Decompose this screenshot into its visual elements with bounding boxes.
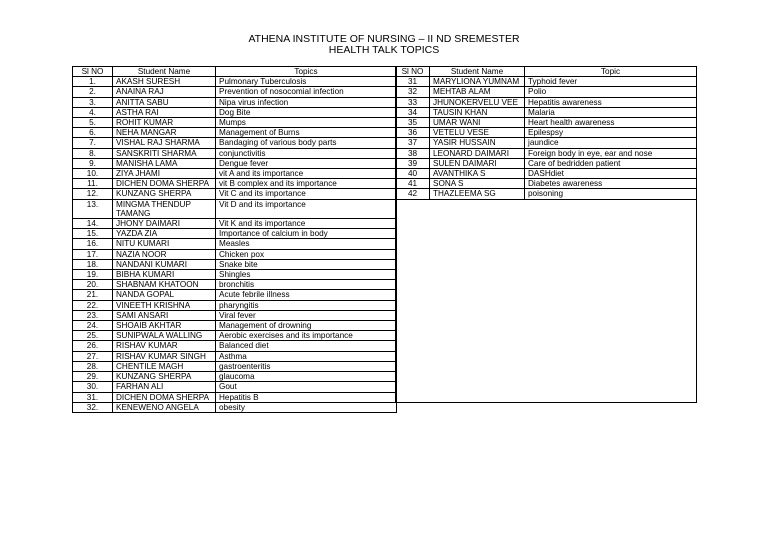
cell-topic: Epilespsy [525,128,697,138]
cell-student-name: VINEETH KRISHNA [113,300,216,310]
cell-sl-no: 3. [73,97,113,107]
table-row [73,158,397,168]
cell-sl-no: 2. [73,87,113,97]
cell-topic: gastroenteritis [216,361,397,371]
table-row [73,148,397,158]
cell-student-name: SHABNAM KHATOON [113,280,216,290]
table-row [73,219,397,229]
cell-student-name: ZIYA JHAMI [113,169,216,179]
table-row [396,158,697,168]
cell-student-name: DICHEN DOMA SHERPA [113,392,216,402]
cell-student-name: TAUSIN KHAN [430,107,525,117]
cell-sl-no: 30. [73,382,113,392]
cell-sl-no: 33 [396,97,430,107]
document-subtitle: HEALTH TALK TOPICS [328,44,440,56]
table-row [73,290,397,300]
cell-student-name: SANSKRITI SHARMA [113,148,216,158]
cell-topic: Acute febrile illness [216,290,397,300]
cell-topic: Asthma [216,351,397,361]
cell-topic: Foreign body in eye, ear and nose [525,148,697,158]
cell-topic: Gout [216,382,397,392]
table-row [73,402,397,412]
cell-student-name: SAMI ANSARI [113,310,216,320]
header-sl-no: Sl NO [73,67,113,77]
table-row [396,148,697,158]
cell-sl-no: 28. [73,361,113,371]
header-student-name: Student Name [113,67,216,77]
header-topics: Topics [216,67,397,77]
cell-topic: Dengue fever [216,158,397,168]
cell-student-name: SULEN DAIMARI [430,158,525,168]
cell-student-name: ROHIT KUMAR [113,118,216,128]
cell-student-name: THAZLEEMA SG [430,189,525,199]
table-row [73,372,397,382]
cell-topic: Measles [216,239,397,249]
cell-topic: Hepatitis B [216,392,397,402]
cell-student-name: SHOAIB AKHTAR [113,321,216,331]
cell-topic: Importance of calcium in body [216,229,397,239]
cell-sl-no: 36 [396,128,430,138]
cell-sl-no: 21. [73,290,113,300]
cell-topic: bronchitis [216,280,397,290]
left-table-header [73,67,397,77]
cell-sl-no: 16. [73,239,113,249]
cell-student-name: KUNZANG SHERPA [113,372,216,382]
cell-student-name: NEHA MANGAR [113,128,216,138]
header-topic: Topic [525,67,697,77]
cell-topic: vit B complex and its importance [216,179,397,189]
table-row [73,179,397,189]
cell-sl-no: 1. [73,77,113,87]
cell-student-name: AKASH SURESH [113,77,216,87]
cell-topic: Pulmonary Tuberculosis [216,77,397,87]
table-row [396,179,697,189]
table-row [396,169,697,179]
cell-topic: Care of bedridden patient [525,158,697,168]
table-row [396,118,697,128]
cell-sl-no: 5. [73,118,113,128]
cell-topic: Mumps [216,118,397,128]
cell-topic: Diabetes awareness [525,179,697,189]
cell-student-name: NAZIA NOOR [113,249,216,259]
cell-sl-no: 31 [396,77,430,87]
table-row [396,77,697,87]
cell-topic: poisoning [525,189,697,199]
cell-sl-no: 42 [396,189,430,199]
table-row [73,189,397,199]
cell-sl-no: 26. [73,341,113,351]
cell-student-name: BIBHA KUMARI [113,270,216,280]
cell-topic: Bandaging of various body parts [216,138,397,148]
table-row [73,270,397,280]
cell-sl-no: 31. [73,392,113,402]
cell-student-name: YASIR HUSSAIN [430,138,525,148]
cell-sl-no: 34 [396,107,430,117]
table-row [73,128,397,138]
cell-student-name: RISHAV KUMAR [113,341,216,351]
right-topics-table [395,66,697,403]
table-row [396,138,697,148]
table-row [73,310,397,320]
cell-topic: Polio [525,87,697,97]
cell-student-name: JHONY DAIMARI [113,219,216,229]
cell-sl-no: 18. [73,259,113,269]
cell-topic: jaundice [525,138,697,148]
cell-topic: Shingles [216,270,397,280]
empty-area [396,199,697,402]
left-topics-table [72,66,397,413]
cell-topic: Malaria [525,107,697,117]
cell-topic: Viral fever [216,310,397,320]
table-row [396,107,697,117]
cell-sl-no: 13. [73,199,113,218]
cell-sl-no: 25. [73,331,113,341]
document-title: ATHENA INSTITUTE OF NURSING – II ND SREMESTER [248,33,520,45]
cell-sl-no: 14. [73,219,113,229]
cell-topic: Prevention of nosocomial infection [216,87,397,97]
cell-sl-no: 27. [73,351,113,361]
cell-student-name: SUNIPWALA WALLING [113,331,216,341]
cell-sl-no: 6. [73,128,113,138]
cell-sl-no: 37 [396,138,430,148]
cell-student-name: CHENTILE MAGH [113,361,216,371]
cell-sl-no: 39 [396,158,430,168]
cell-student-name: MARYLIONA YUMNAM [430,77,525,87]
cell-topic: DASHdiet [525,169,697,179]
cell-topic: glaucoma [216,372,397,382]
table-row [73,87,397,97]
cell-student-name: MANISHA LAMA [113,158,216,168]
table-row [396,97,697,107]
cell-student-name: MEHTAB ALAM [430,87,525,97]
cell-sl-no: 19. [73,270,113,280]
cell-student-name: MINGMA THENDUP TAMANG [113,199,216,218]
cell-topic: Aerobic exercises and its importance [216,331,397,341]
cell-topic: Chicken pox [216,249,397,259]
cell-topic: vit A and its importance [216,169,397,179]
cell-sl-no: 11. [73,179,113,189]
cell-student-name: NANDANI KUMARI [113,259,216,269]
table-row [73,229,397,239]
table-row [396,189,697,199]
cell-topic: Hepatitis awareness [525,97,697,107]
cell-sl-no: 38 [396,148,430,158]
table-row [396,87,697,97]
cell-sl-no: 23. [73,310,113,320]
cell-sl-no: 20. [73,280,113,290]
table-row [396,128,697,138]
table-row [73,138,397,148]
cell-student-name: VETELU VESE [430,128,525,138]
cell-topic: Snake bite [216,259,397,269]
table-row [73,392,397,402]
table-row [73,280,397,290]
cell-sl-no: 10. [73,169,113,179]
cell-sl-no: 32 [396,87,430,97]
cell-student-name: ANITTA SABU [113,97,216,107]
cell-student-name: FARHAN ALI [113,382,216,392]
cell-student-name: JHUNOKERVELU VEE [430,97,525,107]
cell-student-name: NITU KUMARI [113,239,216,249]
cell-topic: Nipa virus infection [216,97,397,107]
table-row [73,169,397,179]
cell-sl-no: 17. [73,249,113,259]
cell-sl-no: 41 [396,179,430,189]
cell-topic: Vit K and its importance [216,219,397,229]
table-row [73,321,397,331]
table-row [73,77,397,87]
table-row [73,118,397,128]
cell-topic: Management of Burns [216,128,397,138]
cell-topic: Balanced diet [216,341,397,351]
cell-sl-no: 29. [73,372,113,382]
cell-student-name: KENEWENO ANGELA [113,402,216,412]
cell-topic: Typhoid fever [525,77,697,87]
table-row [73,97,397,107]
table-row [73,382,397,392]
cell-topic: Dog Bite [216,107,397,117]
right-table-header [396,67,697,77]
cell-student-name: DICHEN DOMA SHERPA [113,179,216,189]
cell-student-name: ASTHA RAI [113,107,216,117]
header-student-name: Student Name [430,67,525,77]
cell-student-name: UMAR WANI [430,118,525,128]
table-row [73,341,397,351]
cell-student-name: KUNZANG SHERPA [113,189,216,199]
cell-student-name: ANAINA RAJ [113,87,216,97]
table-row [73,259,397,269]
table-row [73,300,397,310]
cell-sl-no: 9. [73,158,113,168]
table-row [73,199,397,218]
table-row [73,107,397,117]
cell-topic: Management of drowning [216,321,397,331]
table-row [73,361,397,371]
cell-topic: Vit C and its importance [216,189,397,199]
cell-sl-no: 22. [73,300,113,310]
header-sl-no: Sl NO [396,67,430,77]
cell-student-name: AVANTHIKA S [430,169,525,179]
table-row [73,239,397,249]
cell-topic: conjunctivitis [216,148,397,158]
cell-sl-no: 7. [73,138,113,148]
cell-student-name: SONA S [430,179,525,189]
cell-sl-no: 40 [396,169,430,179]
cell-sl-no: 32. [73,402,113,412]
empty-cell [396,199,697,402]
cell-student-name: RISHAV KUMAR SINGH [113,351,216,361]
cell-sl-no: 4. [73,107,113,117]
cell-student-name: VISHAL RAJ SHARMA [113,138,216,148]
table-row [73,351,397,361]
cell-sl-no: 35 [396,118,430,128]
cell-topic: pharyngitis [216,300,397,310]
cell-sl-no: 8. [73,148,113,158]
cell-topic: Vit D and its importance [216,199,397,218]
cell-sl-no: 15. [73,229,113,239]
cell-sl-no: 24. [73,321,113,331]
cell-topic: obesity [216,402,397,412]
table-row [73,331,397,341]
cell-sl-no: 12. [73,189,113,199]
cell-student-name: NANDA GOPAL [113,290,216,300]
cell-topic: Heart health awareness [525,118,697,128]
cell-student-name: YAZDA ZIA [113,229,216,239]
table-row [73,249,397,259]
cell-student-name: LEONARD DAIMARI [430,148,525,158]
